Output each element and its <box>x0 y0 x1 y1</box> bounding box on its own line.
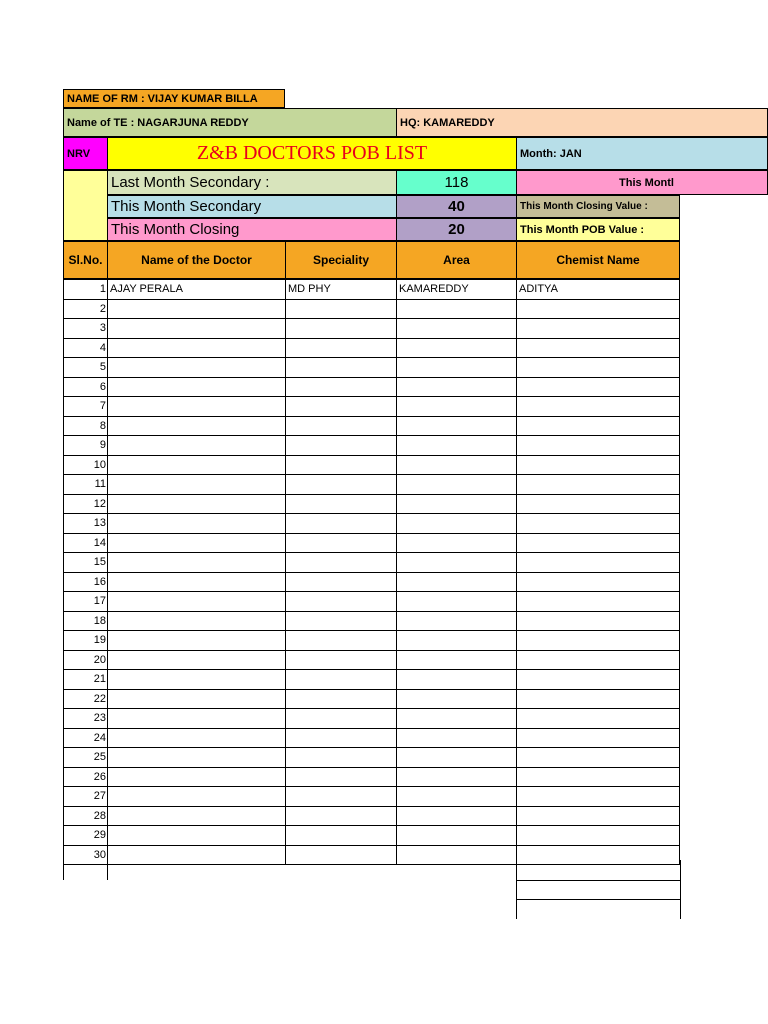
row-speciality <box>285 533 397 554</box>
this-month-closing-label: This Month Closing <box>107 218 397 241</box>
row-speciality <box>285 474 397 495</box>
row-speciality <box>285 494 397 515</box>
row-speciality <box>285 630 397 651</box>
row-speciality <box>285 435 397 456</box>
row-slno: 6 <box>63 377 108 398</box>
row-area <box>396 650 517 671</box>
row-chemist <box>516 747 680 768</box>
row-slno: 22 <box>63 689 108 710</box>
row-chemist <box>516 767 680 788</box>
row-chemist <box>516 533 680 554</box>
row-chemist <box>516 552 680 573</box>
row-doctor: AJAY PERALA <box>107 279 286 300</box>
row-slno: 20 <box>63 650 108 671</box>
col-header-slno: Sl.No. <box>63 241 108 279</box>
row-slno: 19 <box>63 630 108 651</box>
row-area <box>396 299 517 320</box>
row-chemist <box>516 494 680 515</box>
trailing-line-slno <box>107 860 108 880</box>
row-speciality <box>285 669 397 690</box>
row-area <box>396 455 517 476</box>
this-month-closing-value: 20 <box>396 218 517 241</box>
row-speciality <box>285 825 397 846</box>
page-title: Z&B DOCTORS POB LIST <box>107 137 517 170</box>
row-slno: 30 <box>63 845 108 866</box>
row-speciality: MD PHY <box>285 279 397 300</box>
row-slno: 25 <box>63 747 108 768</box>
row-doctor <box>107 396 286 417</box>
row-area <box>396 845 517 866</box>
row-chemist <box>516 357 680 378</box>
row-chemist <box>516 825 680 846</box>
row-slno: 13 <box>63 513 108 534</box>
row-area <box>396 533 517 554</box>
row-area <box>396 825 517 846</box>
row-area <box>396 357 517 378</box>
row-speciality <box>285 416 397 437</box>
row-area <box>396 338 517 359</box>
col-header-chemist: Chemist Name <box>516 241 680 279</box>
row-chemist <box>516 630 680 651</box>
row-area <box>396 611 517 632</box>
row-speciality <box>285 728 397 749</box>
row-slno: 17 <box>63 591 108 612</box>
row-speciality <box>285 845 397 866</box>
row-area <box>396 513 517 534</box>
row-slno: 7 <box>63 396 108 417</box>
row-slno: 24 <box>63 728 108 749</box>
row-speciality <box>285 767 397 788</box>
row-area <box>396 767 517 788</box>
row-area <box>396 747 517 768</box>
row-doctor <box>107 786 286 807</box>
row-doctor <box>107 513 286 534</box>
row-doctor <box>107 338 286 359</box>
row-chemist <box>516 611 680 632</box>
rm-name-cell: NAME OF RM : VIJAY KUMAR BILLA <box>63 89 285 108</box>
row-speciality <box>285 786 397 807</box>
row-area <box>396 435 517 456</box>
row-doctor <box>107 357 286 378</box>
row-doctor <box>107 552 286 573</box>
row-doctor <box>107 377 286 398</box>
row-doctor <box>107 572 286 593</box>
row-speciality <box>285 611 397 632</box>
col-header-doctor: Name of the Doctor <box>107 241 286 279</box>
col-header-area: Area <box>396 241 517 279</box>
row-chemist <box>516 338 680 359</box>
row-chemist <box>516 377 680 398</box>
pob-value-label: This Month POB Value : <box>516 218 680 241</box>
row-doctor <box>107 591 286 612</box>
row-area <box>396 806 517 827</box>
row-doctor <box>107 689 286 710</box>
row-speciality <box>285 357 397 378</box>
row-speciality <box>285 689 397 710</box>
this-month-secondary-label: This Month Secondary <box>107 195 397 218</box>
row-area <box>396 318 517 339</box>
row-slno: 23 <box>63 708 108 729</box>
hq-cell: HQ: KAMAREDDY <box>396 108 768 137</box>
row-area <box>396 377 517 398</box>
last-month-secondary-value: 118 <box>396 170 517 195</box>
trailing-hline-2 <box>516 899 681 900</box>
row-speciality <box>285 591 397 612</box>
nrv-cell: NRV <box>63 137 108 170</box>
row-doctor <box>107 806 286 827</box>
col-header-speciality: Speciality <box>285 241 397 279</box>
row-speciality <box>285 338 397 359</box>
row-slno: 5 <box>63 357 108 378</box>
row-slno: 16 <box>63 572 108 593</box>
row-speciality <box>285 747 397 768</box>
row-area <box>396 728 517 749</box>
row-area: KAMAREDDY <box>396 279 517 300</box>
row-chemist: ADITYA <box>516 279 680 300</box>
row-area <box>396 396 517 417</box>
closing-value-label: This Month Closing Value : <box>516 195 680 218</box>
row-chemist <box>516 455 680 476</box>
row-doctor <box>107 845 286 866</box>
row-chemist <box>516 845 680 866</box>
row-chemist <box>516 396 680 417</box>
row-doctor <box>107 435 286 456</box>
row-chemist <box>516 474 680 495</box>
row-area <box>396 630 517 651</box>
row-speciality <box>285 650 397 671</box>
row-area <box>396 552 517 573</box>
row-chemist <box>516 650 680 671</box>
this-month-partial-label: This Montl <box>516 170 768 195</box>
row-slno: 12 <box>63 494 108 515</box>
row-speciality <box>285 455 397 476</box>
row-doctor <box>107 708 286 729</box>
row-slno: 26 <box>63 767 108 788</box>
row-chemist <box>516 591 680 612</box>
row-chemist <box>516 318 680 339</box>
row-doctor <box>107 299 286 320</box>
row-slno: 21 <box>63 669 108 690</box>
row-speciality <box>285 299 397 320</box>
summary-left-block <box>63 170 108 241</box>
row-doctor <box>107 455 286 476</box>
row-chemist <box>516 572 680 593</box>
row-slno: 3 <box>63 318 108 339</box>
row-slno: 1 <box>63 279 108 300</box>
row-speciality <box>285 572 397 593</box>
row-slno: 18 <box>63 611 108 632</box>
row-doctor <box>107 825 286 846</box>
month-cell: Month: JAN <box>516 137 768 170</box>
row-chemist <box>516 299 680 320</box>
row-area <box>396 416 517 437</box>
trailing-line-chemist-right <box>680 860 681 919</box>
row-slno: 9 <box>63 435 108 456</box>
row-slno: 29 <box>63 825 108 846</box>
row-doctor <box>107 650 286 671</box>
row-doctor <box>107 630 286 651</box>
row-chemist <box>516 708 680 729</box>
row-area <box>396 669 517 690</box>
row-speciality <box>285 513 397 534</box>
row-chemist <box>516 728 680 749</box>
row-chemist <box>516 806 680 827</box>
row-area <box>396 474 517 495</box>
te-name-cell: Name of TE : NAGARJUNA REDDY <box>63 108 397 137</box>
row-chemist <box>516 786 680 807</box>
row-doctor <box>107 728 286 749</box>
row-speciality <box>285 806 397 827</box>
row-area <box>396 572 517 593</box>
row-doctor <box>107 494 286 515</box>
trailing-hline-1 <box>516 880 681 881</box>
row-area <box>396 591 517 612</box>
row-slno: 27 <box>63 786 108 807</box>
row-speciality <box>285 396 397 417</box>
row-slno: 2 <box>63 299 108 320</box>
row-doctor <box>107 474 286 495</box>
row-doctor <box>107 747 286 768</box>
row-slno: 15 <box>63 552 108 573</box>
row-chemist <box>516 669 680 690</box>
row-speciality <box>285 377 397 398</box>
row-slno: 4 <box>63 338 108 359</box>
row-doctor <box>107 416 286 437</box>
row-doctor <box>107 533 286 554</box>
row-area <box>396 494 517 515</box>
row-doctor <box>107 611 286 632</box>
row-area <box>396 708 517 729</box>
row-doctor <box>107 669 286 690</box>
row-speciality <box>285 552 397 573</box>
row-doctor <box>107 767 286 788</box>
row-slno: 11 <box>63 474 108 495</box>
row-chemist <box>516 513 680 534</box>
row-slno: 28 <box>63 806 108 827</box>
row-speciality <box>285 708 397 729</box>
row-slno: 8 <box>63 416 108 437</box>
row-chemist <box>516 435 680 456</box>
trailing-line-chemist-left <box>516 860 517 919</box>
row-slno: 10 <box>63 455 108 476</box>
row-chemist <box>516 689 680 710</box>
row-area <box>396 786 517 807</box>
row-speciality <box>285 318 397 339</box>
last-month-secondary-label: Last Month Secondary : <box>107 170 397 195</box>
this-month-secondary-value: 40 <box>396 195 517 218</box>
row-chemist <box>516 416 680 437</box>
trailing-line-left <box>63 860 64 880</box>
row-slno: 14 <box>63 533 108 554</box>
row-area <box>396 689 517 710</box>
row-doctor <box>107 318 286 339</box>
